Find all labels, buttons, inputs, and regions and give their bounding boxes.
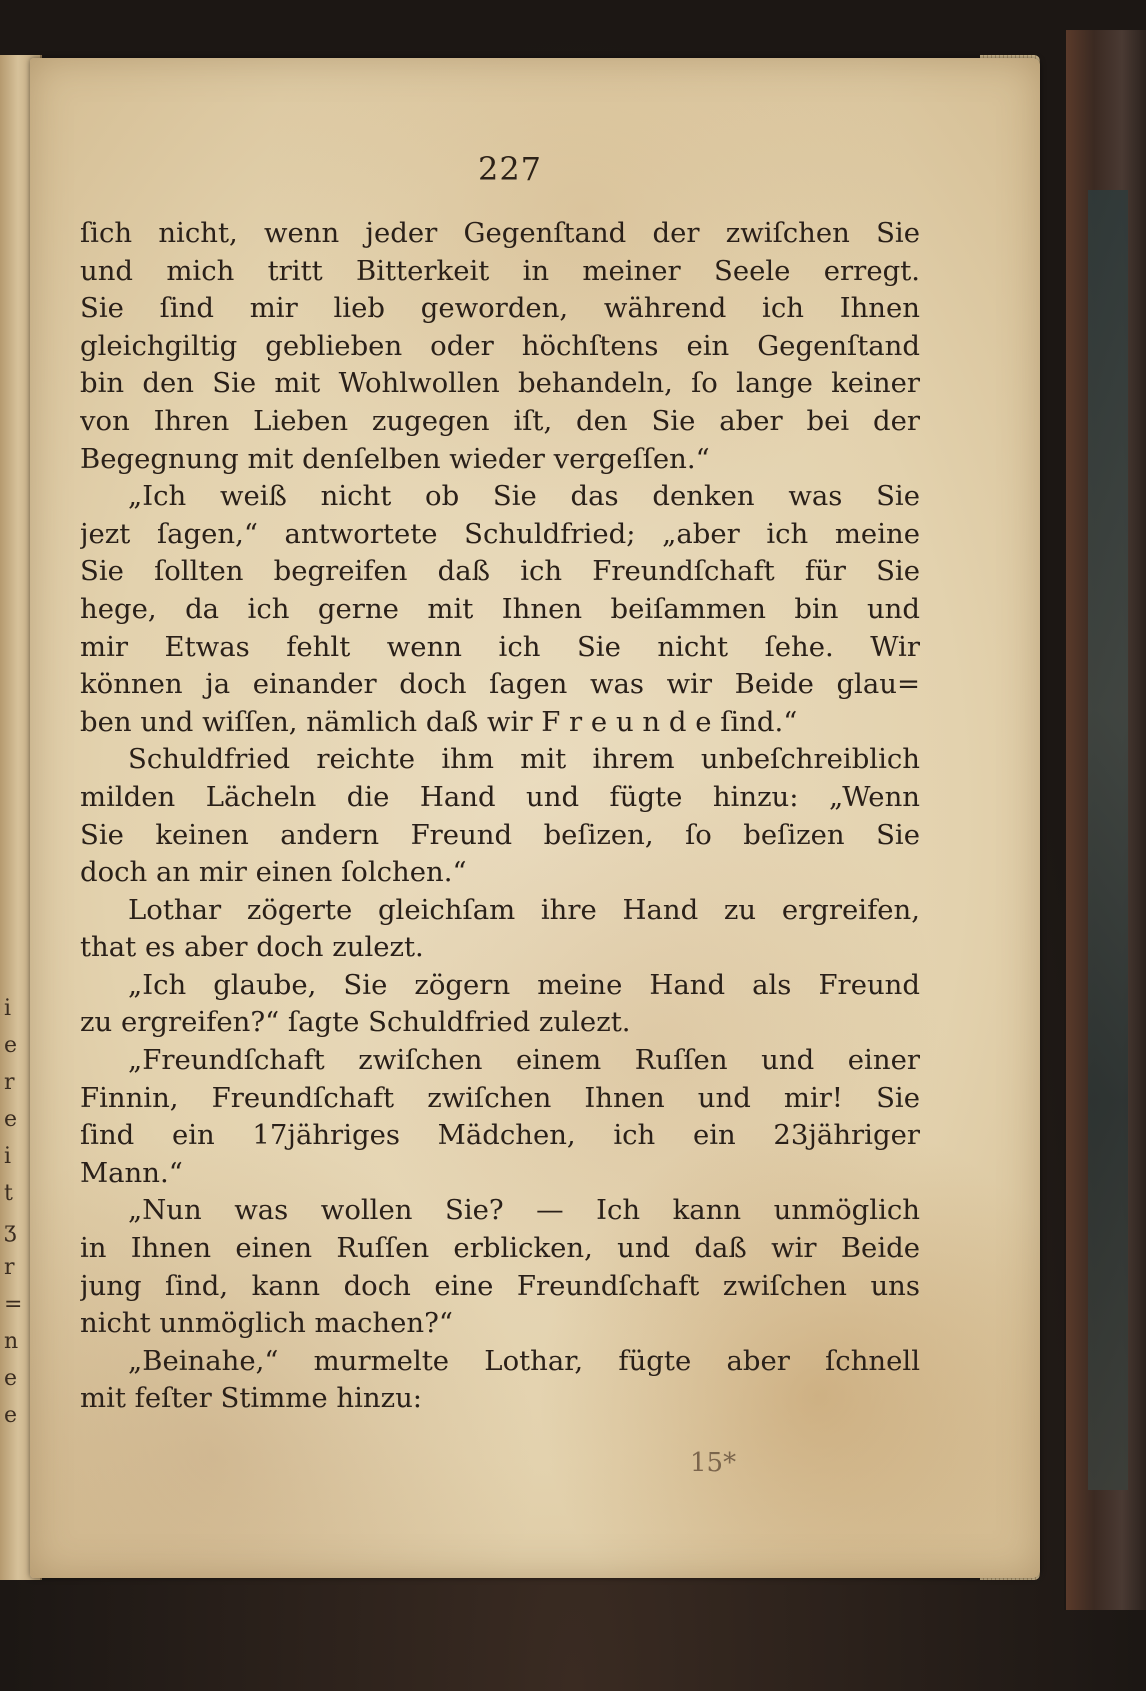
body-text (80, 215, 920, 1418)
margin-letter: e (4, 1366, 18, 1391)
margin-letter: = (4, 1292, 23, 1317)
text-line: doch an mir einen ſolchen.“ (80, 856, 467, 889)
text-line: „Ich glaube, Sie zögern meine Hand als Freund (128, 968, 920, 1001)
text-line: gleichgiltig geblieben oder höchſtens ein Gegenſtand (80, 329, 920, 362)
text-line: Schuldfried reichte ihm mit ihrem unbeſchreiblich (128, 743, 920, 776)
facing-page-letters (4, 990, 22, 1434)
text-line: Finnin, Freundſchaft zwiſchen Ihnen und mir! Sie (80, 1081, 920, 1114)
text-line: können ja einander doch ſagen was wir Beide glau= (80, 668, 920, 701)
margin-letter: i (4, 996, 12, 1021)
margin-letter: r (4, 1070, 15, 1095)
text-line: „Ich weiß nicht ob Sie das denken was Sie (128, 480, 920, 513)
text-line: Mann.“ (80, 1156, 183, 1189)
text-line: mit feſter Stimme hinzu: (80, 1382, 423, 1415)
text-line: ſich nicht, wenn jeder Gegenſtand der zwiſchen Sie (80, 217, 920, 249)
text-line: Sie ſollten begreifen daß ich Freundſchaft für Sie (80, 555, 920, 588)
text-line: milden Lächeln die Hand und fügte hinzu: „Wenn (80, 780, 920, 813)
margin-letter: e (4, 1033, 18, 1058)
book-page (30, 58, 1040, 1578)
text-line: Begegnung mit denſelben wieder vergeſſen.“ (80, 442, 710, 475)
text-line: hege, da ich gerne mit Ihnen beiſammen bin und (80, 592, 920, 625)
margin-letter: e (4, 1107, 18, 1132)
text-line: nicht unmöglich machen?“ (80, 1307, 453, 1340)
text-line: „Nun was wollen Sie? — Ich kann unmöglich (128, 1194, 920, 1227)
text-line: ſind ein 17jähriges Mädchen, ich ein 23jähriger (80, 1119, 920, 1152)
text-line: Sie keinen andern Freund beſizen, ſo beſizen Sie (80, 818, 920, 851)
text-line: that es aber doch zulezt. (80, 931, 424, 964)
margin-letter: t (4, 1181, 13, 1206)
text-line: bin den Sie mit Wohlwollen behandeln, ſo lange keiner (80, 367, 920, 400)
margin-letter: i (4, 1144, 12, 1169)
text-line: mir Etwas fehlt wenn ich Sie nicht ſehe. Wir (80, 630, 920, 663)
text-line: Lothar zögerte gleichſam ihre Hand zu ergreifen, (128, 893, 920, 926)
text-line: in Ihnen einen Ruſſen erblicken, und daß wir Beide (80, 1232, 920, 1265)
text-line: jung ſind, kann doch eine Freundſchaft zwiſchen uns (80, 1269, 920, 1302)
margin-letter: e (4, 1403, 18, 1428)
text-line: „Freundſchaft zwiſchen einem Ruſſen und einer (128, 1044, 920, 1077)
page-number: 227 (477, 150, 543, 188)
text-line: zu ergreifen?“ ſagte Schuldfried zulezt. (80, 1006, 631, 1039)
margin-letter: r (4, 1255, 15, 1280)
text-line: und mich tritt Bitterkeit in meiner Seele erregt. (80, 254, 920, 287)
margin-letter: ʒ (4, 1218, 17, 1243)
book-cover-edge (1064, 30, 1146, 1610)
text-line: Sie ſind mir lieb geworden, während ich Ihnen (80, 292, 920, 325)
text-line: „Beinahe,“ murmelte Lothar, fügte aber ſchnell (128, 1344, 920, 1377)
text-line: jezt ſagen,“ antwortete Schuldfried; „aber ich meine (80, 517, 920, 550)
printer-signature: 15* (690, 1448, 737, 1478)
text-line: ben und wiſſen, nämlich daß wir F r e u n d e ſind.“ (80, 705, 798, 738)
text-line: von Ihren Lieben zugegen iſt, den Sie aber bei der (80, 404, 920, 437)
margin-letter: n (4, 1329, 19, 1354)
